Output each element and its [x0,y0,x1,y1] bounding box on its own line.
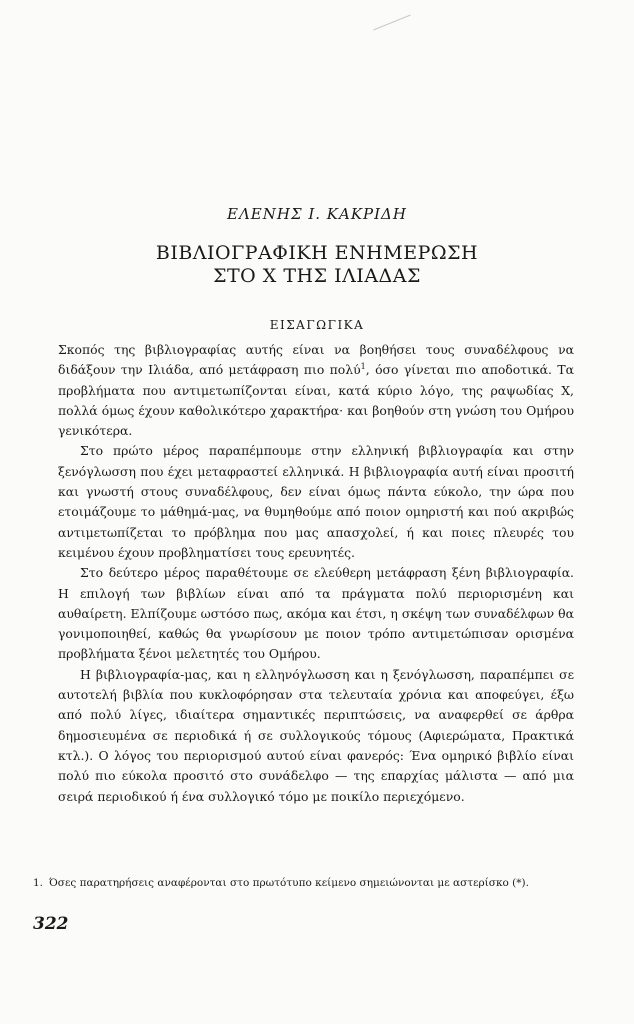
paragraph-1-part-a: Σκοπός της βιβλιογραφίας αυτής είναι να βοηθήσει τους συναδέλφους να διδάξουν την Ιλιάδα, από μετάφραση πιο πολύ [58,342,574,378]
page-number: 322 [33,914,69,934]
title-line-2: ΣΤΟ Χ ΤΗΣ ΙΛΙΑΔΑΣ [213,265,421,287]
footnote-text: Όσες παρατηρήσεις αναφέρονται στο πρωτότυπο κείμενο σημειώνονται με αστερίσκο (*). [49,877,529,889]
scan-mark [373,15,410,31]
paragraph-4: Η βιβλιογραφία-μας, και η ελληνόγλωσση και η ξενόγλωσση, παραπέμπει σε αυτοτελή βιβλία που κυκλοφόρησαν στα τελευταία χρόνια και αποφεύγει, έξω από πολύ λίγες, ιδιαίτερα σημαντικές περιπτώσεις, να αναφερθεί σε άρθρα δημοσιευμένα σε περιοδικά ή σε συλλογικούς τόμους (Αφιερώματα, Πρακτικά κτλ.). Ο λόγος του περιορισμού αυτού είναι φανερός: Ένα ομηρικό βιβλίο είναι πολύ πιο εύκολα προσιτό στο συνάδελφο — της επαρχίας μάλιστα — από μια σειρά περιοδικού ή ένα συλλογικό τόμο με ποικίλο περιεχόμενο. [58,666,574,804]
footnote-reference: 1 [360,362,366,372]
body-text [58,340,574,807]
footnote-number: 1. [33,877,44,889]
title-line-1: ΒΙΒΛΙΟΓΡΑΦΙΚΗ ΕΝΗΜΕΡΩΣΗ [155,242,479,264]
paragraph-1 [58,340,574,441]
section-heading: ΕΙΣΑΓΩΓΙΚΑ [269,318,365,332]
paragraph-1-part-b: , όσο γίνεται πιο αποδοτικά. Τα προβλήματα που αντιμετωπίζονται είναι, κατά κύριο λόγο, της ραψωδίας Χ, πολλά όμως έχουν καθολικότερο χαρακτήρα· και βοηθούν στη γνώση του Ομήρου γενικότερα. [58,362,575,439]
footnote [33,876,603,890]
author-name: ΕΛΕΝΗΣ Ι. ΚΑΚΡΙΔΗ [227,205,407,223]
paragraph-2: Στο πρώτο μέρος παραπέμπουμε στην ελληνική βιβλιογραφία και στην ξενόγλωσση που έχει μεταφραστεί ελληνικά. Η βιβλιογραφία αυτή είναι προσιτή και γνωστή στους συναδέλφους, δεν είναι όμως πάντα εύκολο, την ώρα που ετοιμάζουμε το μάθημά-μας, να θυμηθούμε από ποιον ομηριστή και πού ακριβώς αντιμετωπίζεται το πρόβλημα που μας απασχολεί, ή και ποιες πλευρές του κειμένου έχουν προβληματίσει τους ερευνητές. [58,443,574,560]
paragraph-3: Στο δεύτερο μέρος παραθέτουμε σε ελεύθερη μετάφραση ξένη βιβλιογραφία. Η επιλογή των βιβλίων είναι από τα πράγματα πολύ περιορισμένη και αυθαίρετη. Ελπίζουμε ωστόσο πως, ακόμα και έτσι, η σκέψη των συναδέλφων θα γονιμοποιηθεί, καθώς θα γνωρίσουν με ποιον τρόπο αντιμετώπισαν ορισμένα προβλήματα ξένοι μελετητές του Ομήρου. [58,565,574,662]
article-title [0,242,634,288]
